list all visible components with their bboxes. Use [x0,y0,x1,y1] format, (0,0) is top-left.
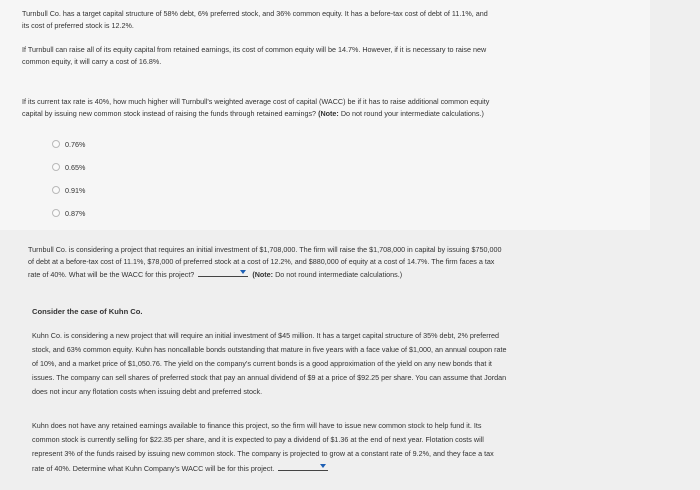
q2-line-1: Turnbull Co. is considering a project that requires an initial investment of $1,708,000. The firm will raise the $1,708,000 in capital by issuing $750,000 [28,245,502,254]
chevron-down-icon [240,270,246,274]
q1-question-text: capital by issuing new common stock instead of raising the funds through retained earnings? [22,109,317,118]
answer-option-label: 0.91% [65,185,86,195]
answer-option-2[interactable] [52,162,85,172]
q1-paragraph-3b [22,108,484,120]
q3-line-5: does not incur any flotation costs when issuing debt and preferred stock. [32,387,263,396]
section-heading: Consider the case of Kuhn Co. [32,307,143,316]
q3-line-2: stock, and 63% common equity. Kuhn has noncallable bonds outstanding that mature in five years with a face value of $1,000, an annual coupon rate [32,345,507,354]
question-3-panel [22,300,650,400]
radio-button[interactable] [52,140,60,148]
q3-line-1: Kuhn Co. is considering a new project that will require an initial investment of $45 million. It has a target capital structure of 35% debt, 2% preferred [32,331,500,340]
q1-paragraph-3: If its current tax rate is 40%, how much higher will Turnbull's weighted average cost of capital (WACC) be if it has to raise additional common equity [22,97,490,106]
radio-button[interactable] [52,209,60,217]
q2-note-label: (Note: [252,270,274,279]
wacc-answer-dropdown[interactable] [198,268,248,277]
radio-button[interactable] [52,163,60,171]
q4-line-3: represent 3% of the funds raised by issuing new common stock. The company is projected to grow at a constant rate of 9.2%, and they face a tax [32,449,494,458]
q3-line-3: of 10%, and a market price of $1,050.76. The yield on the company's current bonds is a good approximation of the yield on any new bonds that it [32,359,492,368]
question-2-panel [22,240,650,296]
q4-line-4 [32,462,330,475]
answer-option-label: 0.65% [65,162,86,172]
answer-option-4[interactable] [52,208,85,218]
q1-paragraph-1b: its cost of preferred stock is 12.2%. [22,21,134,30]
question-1-panel [0,0,650,230]
q3-line-4: issues. The company can sell shares of preferred stock that pay an annual dividend of $9 at a price of $92.25 per share. You can assume that Jordan [32,373,507,382]
q4-line-2: common stock is currently selling for $22.35 per share, and it is expected to pay a dividend of $1.36 at the end of next year. Flotation costs will [32,435,484,444]
q1-paragraph-2b: common equity, it will carry a cost of 16.8%. [22,57,162,66]
answer-option-3[interactable] [52,185,85,195]
q1-paragraph-2: If Turnbull can raise all of its equity capital from retained earnings, its cost of common equity will be 14.7%. However, if it is necessary to raise new [22,45,487,54]
answer-option-label: 0.87% [65,208,86,218]
q1-note-label: (Note: [318,109,339,118]
q2-question-text: rate of 40%. What will be the WACC for this project? [28,270,195,279]
q1-paragraph-1: Turnbull Co. has a target capital structure of 58% debt, 6% preferred stock, and 36% common equity. It has a before-tax cost of debt of 11.1%, and [22,9,488,18]
answer-option-label: 0.76% [65,139,86,149]
question-4-panel [22,408,650,490]
q2-note-text: Do not round intermediate calculations.) [275,270,403,279]
q4-question-text: rate of 40%. Determine what Kuhn Company's WACC will be for this project. [32,464,275,473]
answer-option-1[interactable] [52,139,85,149]
q1-note-text: Do not round your intermediate calculations.) [340,109,484,118]
chevron-down-icon [320,464,326,468]
q2-line-2: of debt at a before-tax cost of 11.1%, $78,000 of preferred stock at a cost of 12.2%, and $880,000 of equity at a cost of 14.7%. The firm faces a tax [28,257,495,266]
q4-line-1: Kuhn does not have any retained earnings available to finance this project, so the firm will have to issue new common stock to help fund it. Its [32,421,482,430]
q2-line-3 [28,268,402,281]
kuhn-wacc-answer-dropdown[interactable] [278,462,328,471]
radio-button[interactable] [52,186,60,194]
